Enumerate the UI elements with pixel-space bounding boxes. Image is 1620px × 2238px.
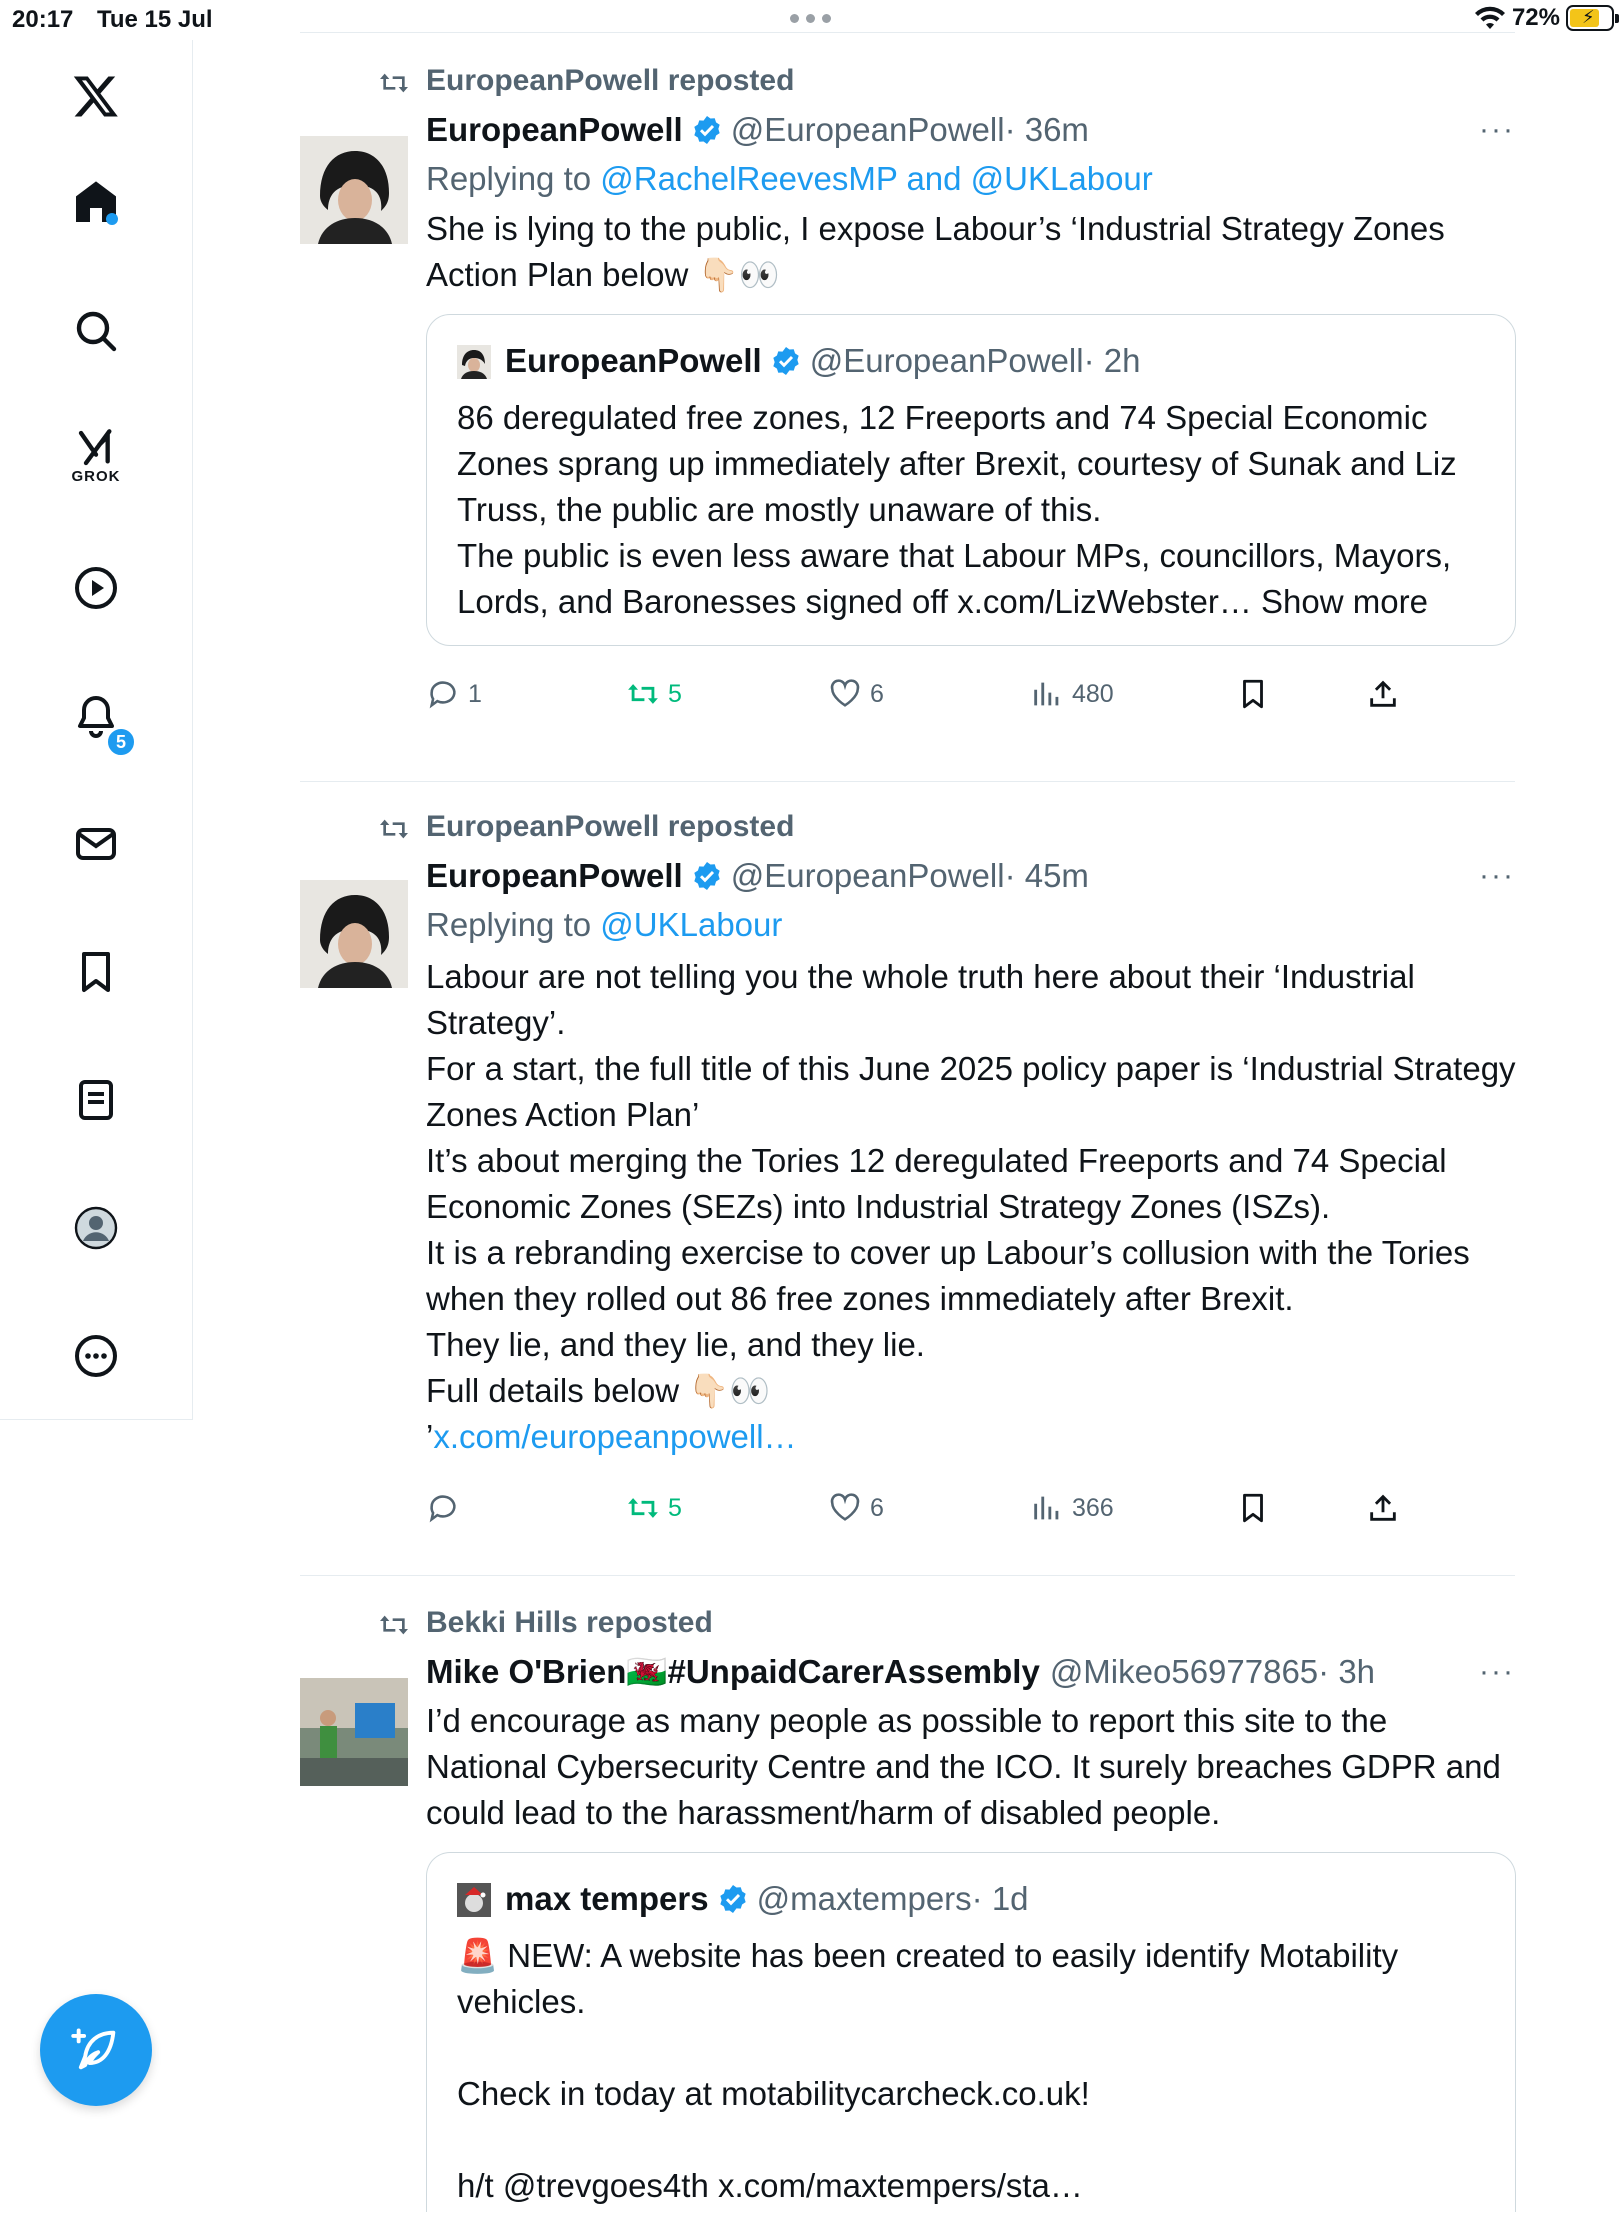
share-button[interactable] [1366,677,1400,711]
repost-icon [626,1491,660,1525]
verified-badge-icon [691,114,723,146]
replying-to-link[interactable]: @UKLabour [600,906,783,943]
like-count: 6 [870,679,884,708]
view-count: 366 [1072,1493,1114,1522]
x-logo-icon[interactable] [56,56,136,136]
multitasking-dots-icon[interactable] [790,14,831,23]
share-button[interactable] [1366,1491,1400,1525]
tweet-text: Labour are not telling you the whole truth here about their ‘Industrial Strategy’. For a start, the full title of this June 2025 policy paper is ‘Industrial Strategy Zones Action Plan’ It’s about merging the Tories 12 deregulated Freeports and 74 Special Economic Zones (SEZs) into Industrial Strategy Zones (ISZs). It is a rebranding exercise to cover up Labour’s collusion with the Tories when they rolled out 86 free zones immediately after Brexit. They lie, and they lie, and they lie. Full details below 👇🏻👀 ’ [426,958,1516,1455]
verified-badge-icon [691,860,723,892]
tweet-more-icon[interactable]: ··· [1479,859,1515,892]
repost-icon [378,1611,410,1639]
status-date: Tue 15 Jul [97,6,213,33]
quote-avatar [457,344,491,378]
repost-button[interactable] [626,677,682,711]
tweet-text: I’d encourage as many people as possible to report this site to the National Cybersecurity Centre and the ICO. It surely breaches GDPR and could lead to the harassment/harm of disabled people. [426,1702,1510,1831]
share-icon [1366,1491,1400,1525]
views-chart-icon [1030,677,1064,711]
quoted-tweet[interactable] [426,314,1516,646]
replying-to-label: Replying to [426,906,601,943]
author-name[interactable]: Mike O'Brien🏴󠁧󠁢󠁷󠁬󠁳󠁿#UnpaidCarerAssembly [426,1653,1040,1690]
tweet-actions [426,1468,1516,1548]
view-count: 480 [1072,679,1114,708]
repost-icon [626,677,660,711]
avatar[interactable] [300,136,408,244]
tweet-time[interactable]: · 3h [1318,1653,1376,1690]
like-button[interactable] [828,1491,884,1525]
search-icon[interactable] [56,291,136,371]
reply-icon [426,1491,460,1525]
status-right [1474,4,1614,32]
home-unread-dot [106,213,118,225]
quote-text: 🚨 NEW: A website has been created to easily identify Motability vehicles. Check in today at motabilitycarcheck.co.uk! h/t @trevgoes4th x.com/maxtempers/sta… [457,1937,1399,2204]
messages-envelope-icon[interactable] [56,804,136,884]
avatar[interactable] [300,880,408,988]
quote-text: 86 deregulated free zones, 12 Freeports and 74 Special Economic Zones sprang up immediately after Brexit, courtesy of Sunak and Liz Truss, the public are mostly unaware of this. The public is even less aware that Labour MPs, councillors, Mayors, Lords, and Baronesses signed off x.com/LizWebster… [457,399,1457,620]
repost-by: EuropeanPowell reposted [426,64,795,97]
grok-icon[interactable] [56,416,136,496]
repost-icon [378,815,410,843]
views-button[interactable] [1030,677,1114,711]
views-button[interactable] [1030,1491,1114,1525]
quote-time: · 1d [971,1880,1029,1917]
tweet-link[interactable]: x.com/europeanpowell… [433,1418,797,1455]
tweet[interactable] [300,56,1515,782]
quote-avatar [457,1882,491,1916]
bookmarks-icon[interactable] [56,932,136,1012]
show-more-link[interactable]: Show more [1261,583,1428,620]
author-handle[interactable]: @Mikeo56977865 [1049,1653,1319,1690]
author-handle[interactable]: @EuropeanPowell [730,857,1005,894]
reply-icon [426,677,460,711]
like-count: 6 [870,1493,884,1522]
sidebar [0,40,193,1420]
lists-icon[interactable] [56,1060,136,1140]
video-play-icon[interactable] [56,548,136,628]
battery-icon: ⚡ [1566,5,1614,31]
repost-count: 5 [668,1493,682,1522]
quote-author-name: EuropeanPowell [505,342,762,379]
battery-percent: 72% [1511,4,1560,31]
timeline-feed [300,32,1515,2238]
quoted-tweet[interactable] [426,1852,1516,2212]
reply-button[interactable] [426,677,482,711]
bookmark-button[interactable] [1236,1491,1270,1525]
replying-to-link[interactable]: @RachelReevesMP and @UKLabour [600,160,1153,197]
repost-icon [378,69,410,97]
repost-count: 5 [668,679,682,708]
tweet-time[interactable]: · 45m [1004,857,1089,894]
repost-by: Bekki Hills reposted [426,1606,713,1639]
author-name[interactable]: EuropeanPowell [426,111,683,148]
tweet-actions [426,654,1516,734]
more-options-icon[interactable] [56,1316,136,1396]
heart-icon [828,1491,862,1525]
home-icon[interactable] [56,162,136,242]
quote-time: · 2h [1083,342,1141,379]
heart-icon [828,677,862,711]
views-chart-icon [1030,1491,1064,1525]
tweet[interactable] [300,1598,1515,2238]
bookmark-icon [1236,1491,1270,1525]
repost-indicator [300,56,1515,106]
wifi-icon [1474,5,1506,31]
replying-to [426,154,1516,204]
tweet-text: She is lying to the public, I expose Labour’s ‘Industrial Strategy Zones Action Plan below 👇🏻👀 [426,210,1453,293]
bookmark-icon [1236,677,1270,711]
repost-by: EuropeanPowell reposted [426,810,795,843]
tweet-more-icon[interactable]: ··· [1479,1655,1515,1688]
quote-author-handle: @maxtempers [756,1880,972,1917]
avatar[interactable] [300,1678,408,1786]
reply-button[interactable] [426,1491,468,1525]
verified-badge-icon [717,1883,749,1915]
quote-author-handle: @EuropeanPowell [809,342,1084,379]
grok-label: GROK [71,467,121,485]
repost-indicator [300,1598,1515,1648]
replying-to [426,900,1516,950]
reply-count: 1 [468,679,482,708]
notifications-badge: 5 [106,727,136,757]
replying-to-label: Replying to [426,160,601,197]
share-icon [1366,677,1400,711]
compose-feather-icon [70,2024,122,2076]
tweet-more-icon[interactable]: ··· [1479,113,1515,146]
author-name[interactable]: EuropeanPowell [426,857,683,894]
tweet-time[interactable]: · 36m [1004,111,1089,148]
author-handle[interactable]: @EuropeanPowell [730,111,1005,148]
profile-avatar-icon[interactable] [56,1188,136,1268]
verified-badge-icon [770,345,802,377]
repost-button[interactable] [626,1491,682,1525]
tweet[interactable] [300,802,1515,1576]
like-button[interactable] [828,677,884,711]
status-time: 20:17 [12,6,74,33]
quote-author-name: max tempers [505,1880,709,1917]
bookmark-button[interactable] [1236,677,1270,711]
compose-post-button[interactable] [40,1994,152,2106]
repost-indicator [300,802,1515,852]
